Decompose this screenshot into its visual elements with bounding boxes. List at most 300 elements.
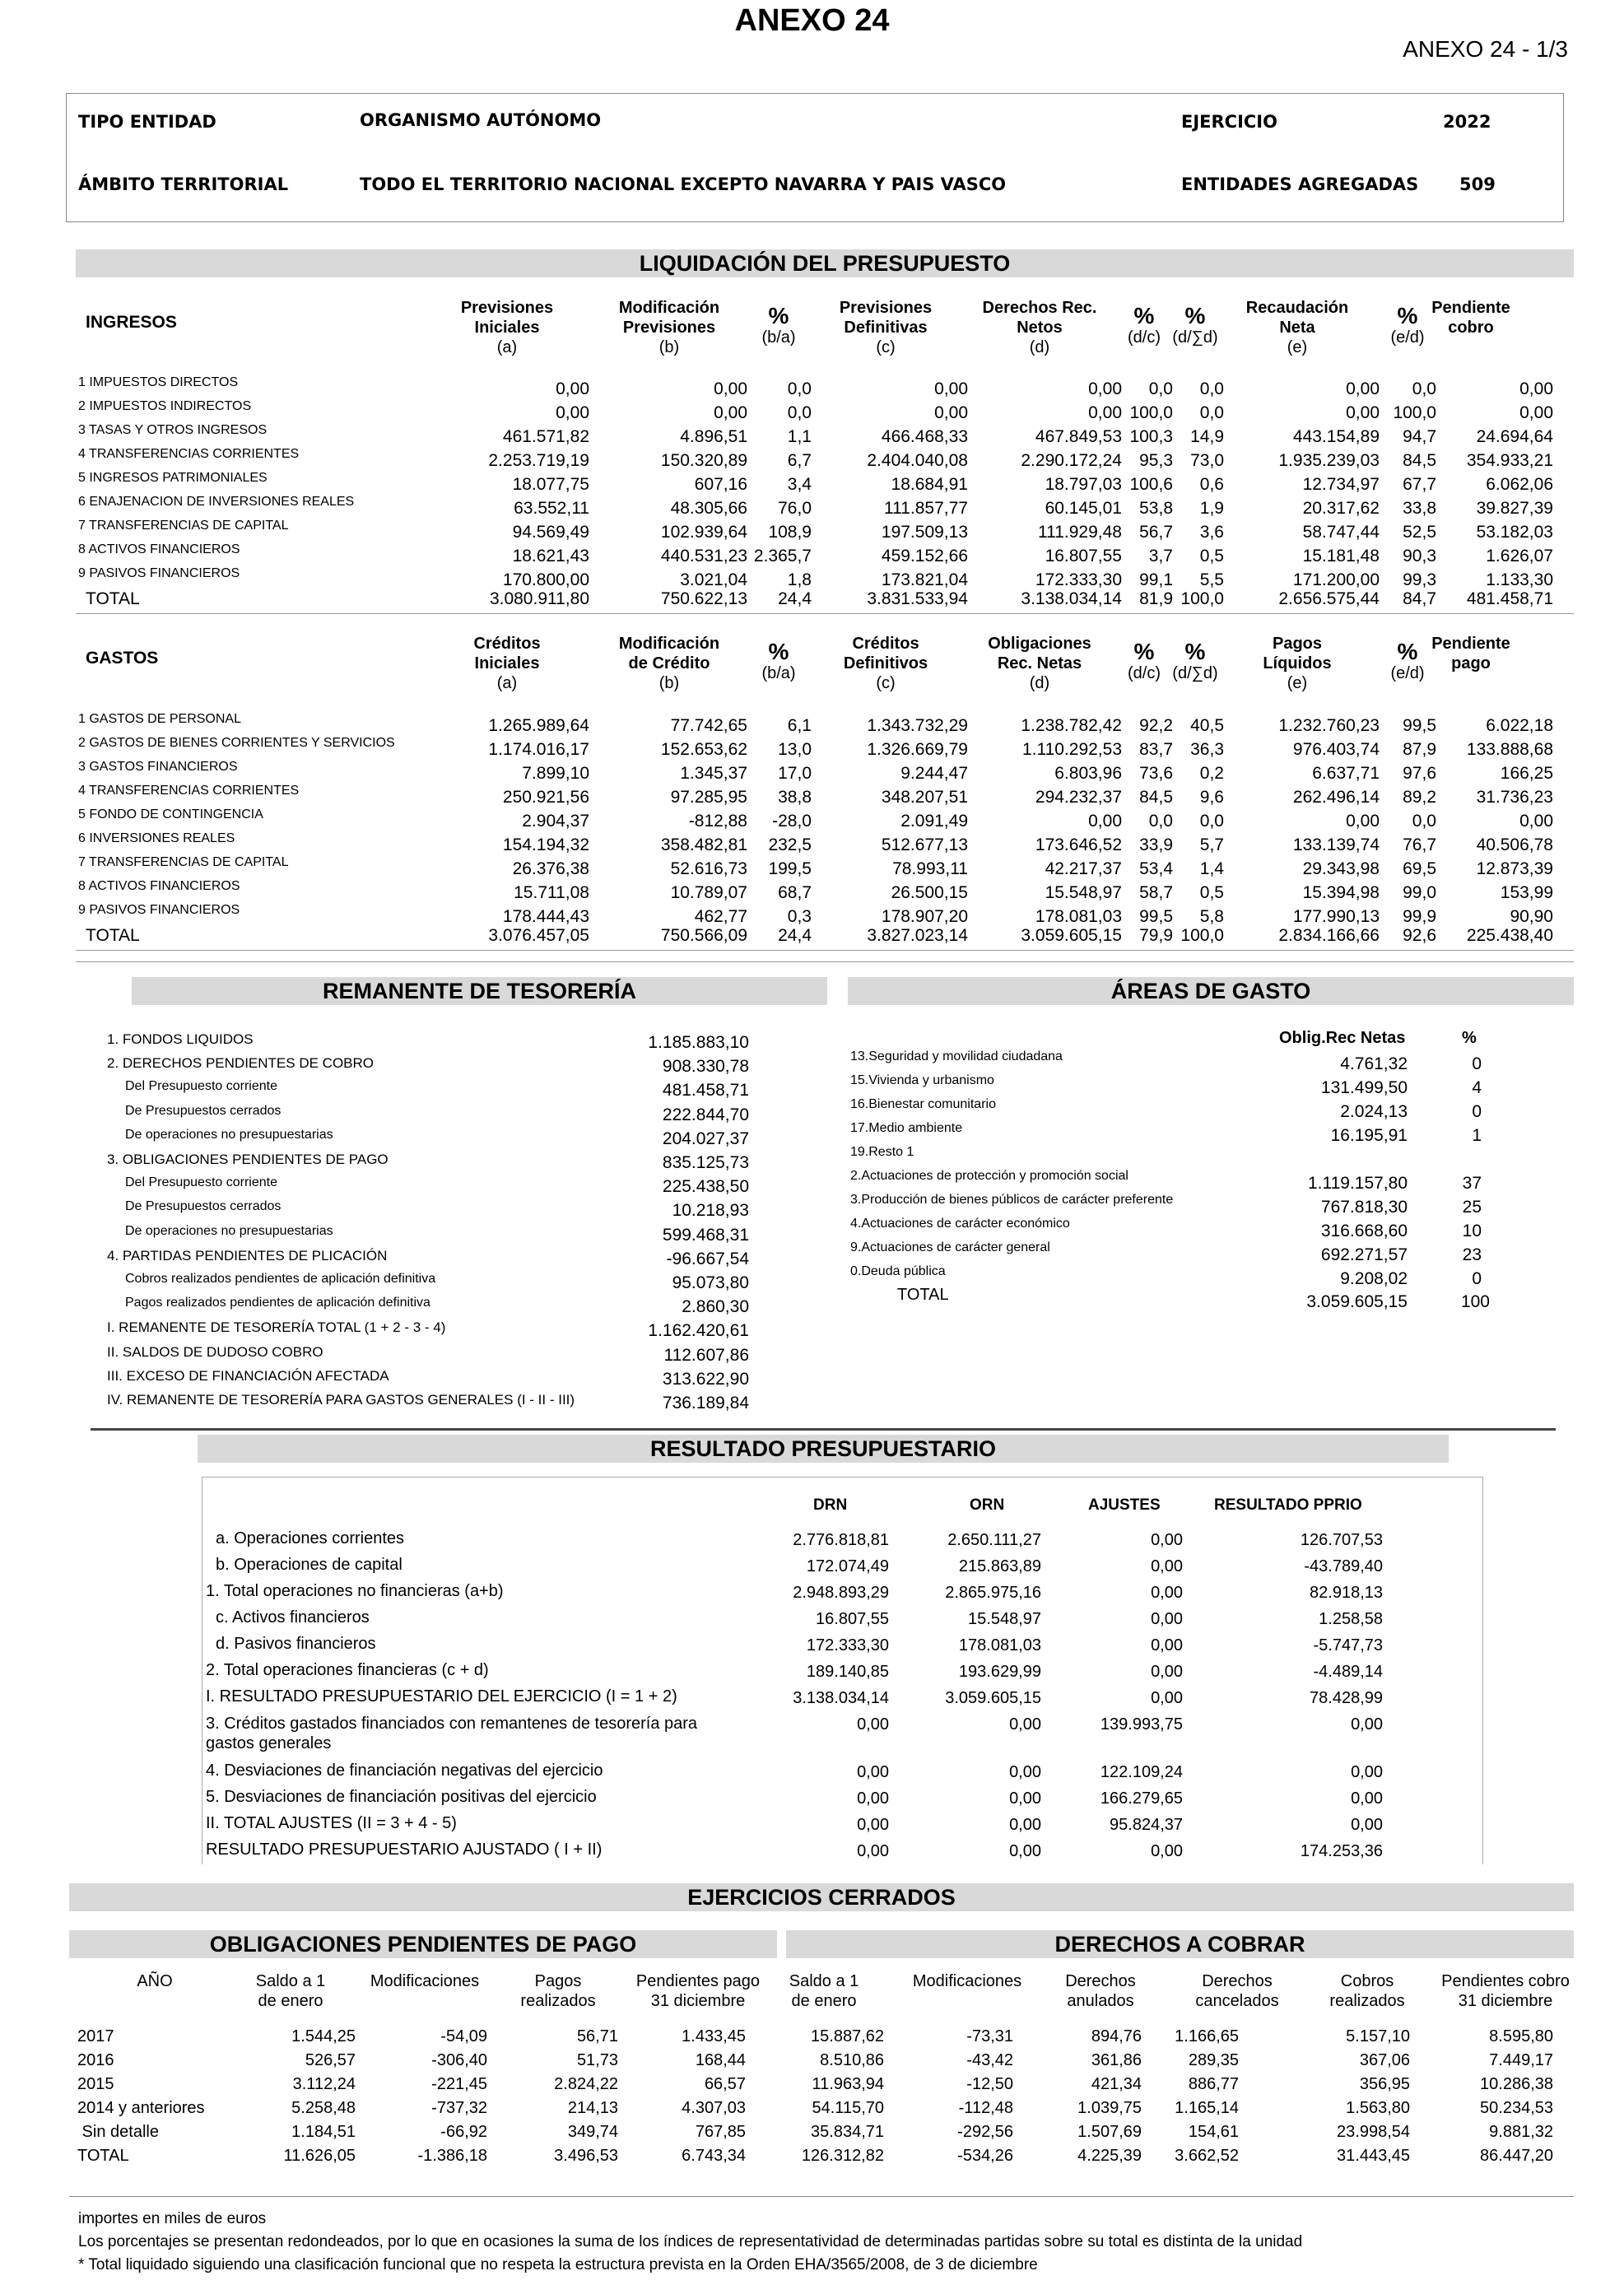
gastos-cell: 29.343,98 <box>1302 859 1380 878</box>
resultado-row-label: RESULTADO PRESUPUESTARIO AJUSTADO ( I + II) <box>206 1841 603 1859</box>
area-pct: 4 <box>1472 1078 1482 1097</box>
col-header-line3: (b/a) <box>761 664 796 682</box>
gastos-cell: 178.444,43 <box>502 907 589 926</box>
cerrados-cell: 8.595,80 <box>1489 2027 1553 2045</box>
area-value: 692.271,57 <box>1320 1245 1408 1264</box>
ingresos-cell: 95,3 <box>1139 451 1173 470</box>
resultado-cell: 0,00 <box>857 1816 889 1834</box>
resultado-col-header: DRN <box>813 1496 848 1514</box>
resultado-cell: 139.993,75 <box>1100 1715 1183 1734</box>
col-header-line3: (e) <box>1287 674 1308 692</box>
area-value: 2.024,13 <box>1340 1102 1408 1121</box>
gastos-cell: 294.232,37 <box>1035 788 1122 807</box>
gastos-cell: 6,1 <box>787 716 812 735</box>
gastos-cell: 976.403,74 <box>1292 740 1380 759</box>
gastos-cell: 40,5 <box>1190 716 1224 735</box>
remanente-row-value: 2.860,30 <box>682 1297 749 1317</box>
col-header-line1: Pendientes cobro <box>1441 1972 1570 1990</box>
col-header-line2: Neta <box>1279 319 1315 337</box>
gastos-cell: 6.803,96 <box>1054 764 1122 783</box>
gastos-cell: 87,9 <box>1403 740 1436 759</box>
gastos-cell: 76,7 <box>1403 835 1436 854</box>
liquidacion-title: LIQUIDACIÓN DEL PRESUPUESTO <box>76 249 1574 277</box>
areas-total-value: 3.059.605,15 <box>1306 1292 1408 1311</box>
gastos-cell: 0,00 <box>1346 812 1380 831</box>
derechos-cobrar-title: DERECHOS A COBRAR <box>786 1930 1574 1958</box>
ingresos-cell: 2.404.040,08 <box>867 451 968 470</box>
ingresos-cell: 100,0 <box>1129 403 1173 422</box>
cerrados-cell: 23.998,54 <box>1337 2123 1410 2141</box>
col-header-line1: Créditos <box>473 635 541 653</box>
ingresos-cell: 0,00 <box>556 379 589 398</box>
col-header-line1: Cobros <box>1340 1972 1394 1990</box>
gastos-cell: 84,5 <box>1139 788 1173 807</box>
divider <box>76 613 1574 614</box>
ingresos-cell: 2.290.172,24 <box>1021 451 1122 470</box>
cerrados-cell: 51,73 <box>576 2051 618 2069</box>
gastos-cell: 0,0 <box>1148 812 1173 831</box>
col-header-line2: de enero <box>791 1992 857 2010</box>
cerrados-cell: 214,13 <box>567 2099 618 2117</box>
col-header-line3: (a) <box>496 338 518 356</box>
remanente-row-label: De Presupuestos cerrados <box>125 1103 282 1118</box>
gastos-cell: 153,99 <box>1500 883 1553 902</box>
resultado-cell: 3.059.605,15 <box>945 1689 1041 1707</box>
remanente-row-label: De operaciones no presupuestarias <box>125 1223 333 1238</box>
entidades-value: 509 <box>1459 175 1496 194</box>
ingresos-cell: 111.929,48 <box>1038 523 1122 542</box>
gastos-cell: 1.345,37 <box>680 764 747 783</box>
gastos-cell: 52.616,73 <box>670 859 747 878</box>
col-header-line2: realizados <box>1329 1992 1405 2010</box>
col-header-line1: Previsiones <box>460 299 554 317</box>
ingresos-cell: 100,3 <box>1129 427 1173 446</box>
gastos-cell: 199,5 <box>768 859 812 878</box>
resultado-cell: 172.333,30 <box>806 1636 889 1654</box>
gastos-cell: 58,7 <box>1139 883 1173 902</box>
gastos-cell: 2.091,49 <box>900 812 968 831</box>
footnote-functional: * Total liquidado siguiendo una clasificación funcional que no respeta la estructura prevista en la Orden EHA/3565/2008, de 3 de diciembre <box>78 2256 1038 2273</box>
gastos-row <box>0 806 1624 830</box>
ingresos-cell: 172.333,30 <box>1035 570 1122 589</box>
gastos-cell: 152.653,62 <box>660 740 747 759</box>
resultado-cell: 1.258,58 <box>1319 1610 1383 1628</box>
col-header-line2: Definitivos <box>843 654 928 672</box>
resultado-cell: 0,00 <box>857 1842 889 1860</box>
ingresos-cell: 1,9 <box>1199 499 1224 518</box>
gastos-cell: 462,77 <box>694 907 747 926</box>
ingresos-cell: 15.181,48 <box>1302 547 1380 565</box>
cerrados-cell: 4.307,03 <box>682 2099 746 2117</box>
gastos-col-header <box>803 634 968 693</box>
gastos-cell: 38,8 <box>778 788 812 807</box>
gastos-cell: 53,4 <box>1139 859 1173 878</box>
ambito-label: ÁMBITO TERRITORIAL <box>78 175 289 194</box>
cerrados-cell: -737,32 <box>431 2099 487 2117</box>
gastos-cell: 173.646,52 <box>1035 835 1122 854</box>
area-pct: 37 <box>1462 1174 1482 1193</box>
remanente-row-value: 481.458,71 <box>662 1081 749 1101</box>
ingresos-row <box>0 541 1624 565</box>
gastos-row-label: 3 GASTOS FINANCIEROS <box>78 760 238 774</box>
resultado-cell: -43.789,40 <box>1304 1557 1383 1575</box>
col-header-line1: % <box>1184 639 1206 664</box>
cerrados-cell: 1.507,69 <box>1077 2123 1142 2141</box>
col-header-line1: % <box>1184 303 1206 328</box>
col-header-line3: (c) <box>876 338 896 356</box>
gastos-total-cell: 3.076.457,05 <box>488 926 589 945</box>
ingresos-cell: 1,8 <box>787 570 812 589</box>
ingresos-cell: 1.626,07 <box>1486 547 1553 565</box>
resultado-cell: 215.863,89 <box>958 1557 1041 1575</box>
col-header-line3: (d/∑d) <box>1172 664 1218 682</box>
remanente-row-value: 10.218,93 <box>672 1201 749 1221</box>
resultado-cell: 0,00 <box>1009 1715 1041 1734</box>
resultado-row-label: c. Activos financieros <box>216 1608 370 1626</box>
gastos-cell: 1,4 <box>1199 859 1224 878</box>
cerrados-cell: 35.834,71 <box>811 2123 884 2141</box>
ingresos-cell: 60.145,01 <box>1045 499 1122 518</box>
col-header-line1: Pendiente <box>1431 299 1510 317</box>
cerrados-cell: 349,74 <box>567 2123 618 2141</box>
ingresos-cell: 111.857,77 <box>884 499 968 518</box>
col-header-line1: Derechos <box>1065 1972 1136 1990</box>
col-header-line2: anulados <box>1067 1992 1134 2010</box>
ingresos-cell: 6,7 <box>787 451 812 470</box>
areas-col-pct: % <box>1462 1029 1477 1047</box>
cerrados-cell: -292,56 <box>957 2123 1013 2141</box>
gastos-cell: 9.244,47 <box>900 764 968 783</box>
ingresos-col-header <box>1389 298 1553 337</box>
area-value: 767.818,30 <box>1320 1198 1408 1217</box>
gastos-total-cell: 2.834.166,66 <box>1278 926 1380 945</box>
gastos-cell: 17,0 <box>778 764 812 783</box>
areas-col-oblig: Oblig.Rec Netas <box>1279 1029 1406 1047</box>
ingresos-row <box>0 517 1624 541</box>
ingresos-cell: 440.531,23 <box>660 547 747 565</box>
gastos-cell: 1.326.669,79 <box>867 740 968 759</box>
remanente-row-value: 225.438,50 <box>662 1177 749 1197</box>
col-header-line1: Modificación <box>618 299 720 317</box>
ingresos-cell: 18.077,75 <box>512 475 589 494</box>
col-header-line1: % <box>1133 303 1155 328</box>
gastos-cell: 99,5 <box>1139 907 1173 926</box>
ingresos-cell: 99,1 <box>1139 570 1173 589</box>
col-header-line3: (e/d) <box>1390 664 1425 682</box>
area-label: 16.Bienestar comunitario <box>850 1097 996 1111</box>
ingresos-col-header <box>425 298 589 357</box>
resultado-cell: 193.629,99 <box>958 1663 1041 1681</box>
col-header-line2: 31 diciembre <box>650 1992 746 2010</box>
col-header-line2: Iniciales <box>474 654 540 672</box>
ejercicio-label: EJERCICIO <box>1181 112 1277 132</box>
ingresos-cell: 354.933,21 <box>1466 451 1553 470</box>
resultado-cell: 0,00 <box>1151 1610 1183 1628</box>
gastos-cell: 262.496,14 <box>1292 788 1380 807</box>
resultado-row-label: b. Operaciones de capital <box>216 1556 403 1574</box>
resultado-cell: 0,00 <box>1009 1816 1041 1834</box>
gastos-cell: 69,5 <box>1403 859 1436 878</box>
remanente-row-value: 736.189,84 <box>662 1394 749 1412</box>
cerrados-title: EJERCICIOS CERRADOS <box>69 1883 1574 1911</box>
col-header-line3: (c) <box>876 674 896 692</box>
resultado-cell: 15.548,97 <box>968 1610 1041 1628</box>
cerrados-cell: 126.312,82 <box>801 2147 884 2165</box>
cerrados-cell: -43,42 <box>966 2051 1013 2069</box>
gastos-cell: 1.110.292,53 <box>1021 740 1122 759</box>
cerrados-cell: 11.626,05 <box>283 2147 356 2165</box>
col-header-line1: Créditos <box>852 635 919 653</box>
gastos-cell: 40.506,78 <box>1476 835 1553 854</box>
cerrados-cell: 361,86 <box>1091 2051 1142 2069</box>
resultado-cell: 126.707,53 <box>1300 1531 1383 1549</box>
ingresos-cell: 39.827,39 <box>1476 499 1553 518</box>
col-header-line2: de enero <box>258 1992 323 2010</box>
ingresos-cell: 0,00 <box>556 403 589 422</box>
ingresos-row-label: 7 TRANSFERENCIAS DE CAPITAL <box>78 519 289 533</box>
resultado-cell: 3.138.034,14 <box>793 1689 889 1707</box>
col-header-line2: realizados <box>520 1992 596 2010</box>
gastos-cell: 89,2 <box>1403 788 1436 807</box>
cerrados-cell: 894,76 <box>1091 2027 1142 2045</box>
col-header-line1: Derechos <box>1202 1972 1273 1990</box>
ingresos-cell: 3,4 <box>787 475 812 494</box>
area-value: 16.195,91 <box>1330 1126 1408 1145</box>
remanente-row-label: III. EXCESO DE FINANCIACIÓN AFECTADA <box>107 1367 389 1384</box>
ingresos-cell: 53.182,03 <box>1476 523 1553 542</box>
col-header-line3: (e/d) <box>1390 328 1425 347</box>
areas-total-label: TOTAL <box>897 1286 949 1304</box>
ingresos-cell: 0,00 <box>1519 379 1553 398</box>
ingresos-col-header <box>1215 298 1380 357</box>
area-pct: 23 <box>1462 1245 1482 1264</box>
ingresos-row-label: 4 TRANSFERENCIAS CORRIENTES <box>78 447 300 461</box>
gastos-cell: 1.232.760,23 <box>1278 716 1380 735</box>
col-header-line2: Líquidos <box>1263 654 1332 672</box>
ingresos-cell: 467.849,53 <box>1035 427 1122 446</box>
resultado-row-label: 1. Total operaciones no financieras (a+b) <box>206 1582 504 1600</box>
gastos-cell: 0,2 <box>1199 764 1224 783</box>
resultado-cell: 0,00 <box>1351 1816 1383 1834</box>
cerrados-year: TOTAL <box>77 2147 129 2165</box>
gastos-cell: 42.217,37 <box>1045 859 1122 878</box>
ingresos-cell: 3,6 <box>1199 523 1224 542</box>
remanente-row-label: 2. DERECHOS PENDIENTES DE COBRO <box>107 1055 375 1072</box>
footnote-rounding: Los porcentajes se presentan redondeados, por lo que en ocasiones la suma de los índices de representatividad de determinadas partidas sobre su total es distinta de la unidad <box>78 2233 1303 2250</box>
gastos-col-header <box>591 634 747 693</box>
ingresos-cell: 0,0 <box>787 403 812 422</box>
area-pct: 0 <box>1472 1102 1482 1121</box>
cerrados-cell: -534,26 <box>957 2147 1013 2165</box>
gastos-cell: 512.677,13 <box>881 835 968 854</box>
gastos-cell: 9,6 <box>1199 788 1224 807</box>
resultado-col-header: RESULTADO PPRIO <box>1214 1496 1362 1514</box>
resultado-row-label: 2. Total operaciones financieras (c + d) <box>206 1661 489 1679</box>
cerrados-cell: 1.544,25 <box>291 2027 356 2045</box>
gastos-row-label: 9 PASIVOS FINANCIEROS <box>78 903 240 917</box>
ingresos-row-label: 8 ACTIVOS FINANCIEROS <box>78 542 240 556</box>
col-header-line1: Pagos <box>1272 635 1323 653</box>
col-header-line1: Pendientes pago <box>635 1972 761 1990</box>
ingresos-col-header <box>591 298 747 357</box>
ingresos-cell: 58.747,44 <box>1302 523 1380 542</box>
gastos-cell: 12.873,39 <box>1476 859 1553 878</box>
resultado-title: RESULTADO PRESUPUESTARIO <box>198 1435 1449 1463</box>
col-header-line1: Pendiente <box>1431 635 1510 653</box>
col-header-line2: Previsiones <box>622 319 716 337</box>
cerrados-cell: -12,50 <box>966 2075 1013 2093</box>
ingresos-cell: 56,7 <box>1139 523 1173 542</box>
ingresos-col-header <box>957 298 1122 357</box>
col-header-line3: (b) <box>658 338 680 356</box>
col-header-line3: (d) <box>1029 674 1050 692</box>
col-header-line3: (b) <box>658 674 680 692</box>
ingresos-cell: 0,0 <box>1199 379 1224 398</box>
col-header-line1: % <box>768 303 789 328</box>
divider <box>69 2196 1574 2197</box>
gastos-cell: 6.637,71 <box>1312 764 1380 783</box>
remanente-row-label: II. SALDOS DE DUDOSO COBRO <box>107 1343 323 1360</box>
gastos-cell: 348.207,51 <box>881 788 968 807</box>
cerrados-cell: 289,35 <box>1188 2051 1239 2069</box>
resultado-cell: 122.109,24 <box>1100 1763 1183 1781</box>
ingresos-cell: 1.133,30 <box>1486 570 1553 589</box>
cerrados-cell: 767,85 <box>695 2123 746 2141</box>
cerrados-cell: -306,40 <box>431 2051 487 2069</box>
gastos-cell: 1.343.732,29 <box>867 716 968 735</box>
col-header-line1: Recaudación <box>1245 299 1349 317</box>
gastos-cell: 99,9 <box>1403 907 1436 926</box>
ingresos-cell: 67,7 <box>1403 475 1436 494</box>
ingresos-cell: 4.896,51 <box>680 427 747 446</box>
ingresos-cell: 0,00 <box>1519 403 1553 422</box>
resultado-row-label: 5. Desviaciones de financiación positivas del ejercicio <box>206 1788 597 1806</box>
area-pct: 1 <box>1472 1126 1482 1145</box>
resultado-cell: 16.807,55 <box>816 1610 889 1628</box>
cerrados-cell: -1.386,18 <box>417 2147 487 2165</box>
area-value: 316.668,60 <box>1320 1222 1408 1240</box>
remanente-row-value: 204.027,37 <box>662 1129 749 1148</box>
resultado-cell: 0,00 <box>1151 1663 1183 1681</box>
ingresos-cell: 0,00 <box>714 379 747 398</box>
area-label: 0.Deuda pública <box>850 1264 946 1278</box>
gastos-cell: 0,00 <box>1088 812 1122 831</box>
tipo-entidad-value: ORGANISMO AUTÓNOMO <box>360 110 602 130</box>
gastos-cell: 1.238.782,42 <box>1021 716 1122 735</box>
gastos-cell: 13,0 <box>778 740 812 759</box>
ingresos-row-label: 2 IMPUESTOS INDIRECTOS <box>78 399 252 413</box>
ingresos-total-cell: 3.831.533,94 <box>867 589 968 608</box>
gastos-total-cell: 92,6 <box>1403 926 1436 945</box>
area-value: 9.208,02 <box>1340 1269 1408 1288</box>
ingresos-cell: 173.821,04 <box>881 570 968 589</box>
cerrados-cell: 8.510,86 <box>820 2051 884 2069</box>
resultado-cell: 166.279,65 <box>1100 1789 1183 1808</box>
ingresos-cell: 33,8 <box>1403 499 1436 518</box>
col-header-line1: Previsiones <box>839 299 933 317</box>
col-header-line2: cobro <box>1448 319 1494 337</box>
ingresos-col-header <box>746 298 812 347</box>
remanente-row-label: 4. PARTIDAS PENDIENTES DE PLICACIÓN <box>107 1247 388 1263</box>
resultado-cell: -4.489,14 <box>1313 1663 1383 1681</box>
resultado-cell: 172.074,49 <box>806 1557 889 1575</box>
resultado-cell: 82.918,13 <box>1310 1584 1383 1602</box>
ingresos-total-cell: 750.622,13 <box>660 589 747 608</box>
ingresos-cell: 63.552,11 <box>514 499 589 518</box>
ejercicio-value: 2022 <box>1443 112 1491 132</box>
col-header-line1: Saldo a 1 <box>789 1972 859 1990</box>
gastos-cell: 166,25 <box>1500 764 1553 783</box>
resultado-cell: 0,00 <box>857 1763 889 1781</box>
col-header-line3: (d/c) <box>1128 328 1161 347</box>
col-header-line2: 31 diciembre <box>1458 1992 1553 2010</box>
ingresos-cell: 14,9 <box>1190 427 1224 446</box>
cerrados-cell: 1.165,14 <box>1175 2099 1239 2117</box>
divider <box>91 1428 1556 1431</box>
col-header-line2: cancelados <box>1195 1992 1279 2010</box>
cerrados-cell: 86.447,20 <box>1480 2147 1553 2165</box>
ingresos-cell: 607,16 <box>694 475 747 494</box>
col-header-line3: (e) <box>1287 338 1308 356</box>
cerrados-cell: 54.115,70 <box>812 2099 884 2117</box>
cerrados-cell: 1.563,80 <box>1346 2099 1410 2117</box>
remanente-row-value: 112.607,86 <box>663 1345 749 1365</box>
col-header-line1: Modificaciones <box>912 1972 1022 1990</box>
gastos-row <box>0 854 1624 877</box>
gastos-cell: 0,5 <box>1199 883 1224 902</box>
remanente-row-value: 222.844,70 <box>662 1105 749 1124</box>
resultado-cell: 0,00 <box>1151 1584 1183 1602</box>
cerrados-cell: 3.112,24 <box>292 2075 356 2093</box>
col-header-line3: (a) <box>496 674 518 692</box>
gastos-cell: 31.736,23 <box>1476 788 1553 807</box>
cerrados-col-header <box>1415 1971 1596 2011</box>
resultado-col-header: AJUSTES <box>1088 1496 1161 1514</box>
ingresos-cell: 1.935.239,03 <box>1278 451 1380 470</box>
gastos-cell: 36,3 <box>1190 740 1224 759</box>
cerrados-cell: 1.433,45 <box>682 2027 746 2045</box>
cerrados-cell: -221,45 <box>431 2075 487 2093</box>
remanente-row-label: Del Presupuesto corriente <box>125 1079 277 1094</box>
ingresos-cell: 94,7 <box>1403 427 1436 446</box>
col-header-line1: Obligaciones <box>988 635 1091 653</box>
cerrados-cell: 3.662,52 <box>1175 2147 1239 2165</box>
ingresos-cell: 18.684,91 <box>891 475 968 494</box>
cerrados-cell: -112,48 <box>958 2099 1013 2117</box>
divider <box>76 950 1574 951</box>
col-header-line2: Netos <box>1017 319 1063 337</box>
resultado-row-label: I. RESULTADO PRESUPUESTARIO DEL EJERCICIO (I = 1 + 2) <box>206 1687 677 1706</box>
cerrados-cell: -66,92 <box>440 2123 487 2141</box>
area-pct: 10 <box>1462 1222 1482 1240</box>
ingresos-cell: 0,00 <box>1088 403 1122 422</box>
cerrados-cell: 5.157,10 <box>1346 2027 1410 2045</box>
area-value: 4.761,32 <box>1340 1054 1408 1073</box>
resultado-row-label: d. Pasivos financieros <box>216 1635 376 1653</box>
cerrados-year: 2016 <box>77 2051 114 2069</box>
ingresos-cell: 197.509,13 <box>881 523 968 542</box>
remanente-row-label: 3. OBLIGACIONES PENDIENTES DE PAGO <box>107 1152 389 1167</box>
gastos-label: GASTOS <box>86 649 159 668</box>
oblig-pendientes-title: OBLIGACIONES PENDIENTES DE PAGO <box>69 1930 777 1958</box>
col-header-line3: (d) <box>1029 338 1050 356</box>
col-header-line2: de Crédito <box>628 654 710 672</box>
resultado-cell: -5.747,73 <box>1313 1636 1383 1654</box>
ingresos-cell: 24.694,64 <box>1476 427 1553 446</box>
gastos-total-row <box>0 925 1624 949</box>
area-label: 9.Actuaciones de carácter general <box>850 1240 1050 1254</box>
ingresos-cell: 0,0 <box>1412 379 1436 398</box>
